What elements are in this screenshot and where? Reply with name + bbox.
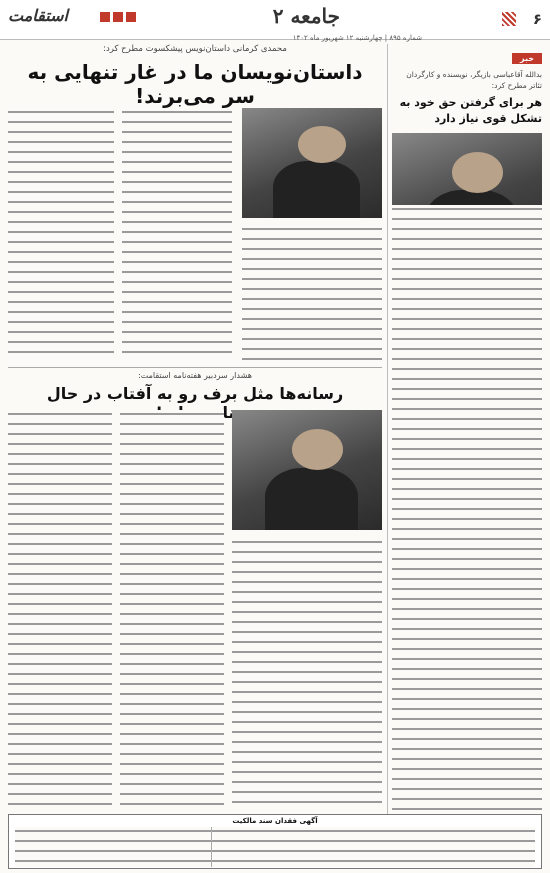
decorative-blocks-icon: [100, 12, 136, 22]
sidebar-body-text: [392, 205, 542, 810]
second-story-photo: [232, 410, 382, 530]
section-title: جامعه ۲: [272, 4, 340, 28]
second-story-body-3: [8, 410, 112, 810]
ad-body-text: [205, 827, 535, 867]
masthead: [0, 0, 550, 40]
ad-divider: [211, 827, 212, 867]
ad-title: آگهی فقدان سند مالکیت: [232, 817, 318, 825]
main-story-photo: [242, 108, 382, 218]
second-story-body-2: [120, 410, 224, 810]
sidebar-headline: هر برای گرفتن حق خود به تشکل قوی نیاز دارد: [399, 96, 542, 125]
second-story-body-1: [232, 538, 382, 810]
main-story-body-2: [122, 108, 232, 361]
news-badge: خبر: [512, 53, 542, 64]
classified-ad: [8, 814, 542, 869]
main-story-headline: داستان‌نویسان ما در غار تنهایی به سر می‌برند!: [27, 60, 363, 108]
sidebar-kicker: بدالله آقاعباسی بازیگر، نویسنده و کارگردان تئاتر مطرح کرد:: [406, 70, 542, 90]
second-story-headline: رسانه‌ها مثل برف رو به آفتاب در حال: [46, 384, 344, 403]
main-story-body-1: [242, 225, 382, 361]
page-number: ۶: [532, 10, 542, 28]
ad-body-text-2: [15, 827, 205, 867]
newspaper-logo: استقامت: [8, 6, 68, 25]
main-story-body-3: [8, 108, 114, 361]
issue-line: شماره ۸۹۵ | چهارشنبه ۱۲ شهریور ماه ۱۴۰۲: [292, 34, 422, 42]
story-divider: [8, 367, 382, 368]
decorative-pattern-icon: [502, 12, 516, 26]
second-story-kicker: هشدار سردبیر هفته‌نامه استقامت:: [138, 371, 252, 380]
column-divider: [387, 44, 388, 814]
main-story-kicker: محمدی کرمانی داستان‌نویس پیشکسوت مطرح کرد:: [103, 44, 287, 54]
